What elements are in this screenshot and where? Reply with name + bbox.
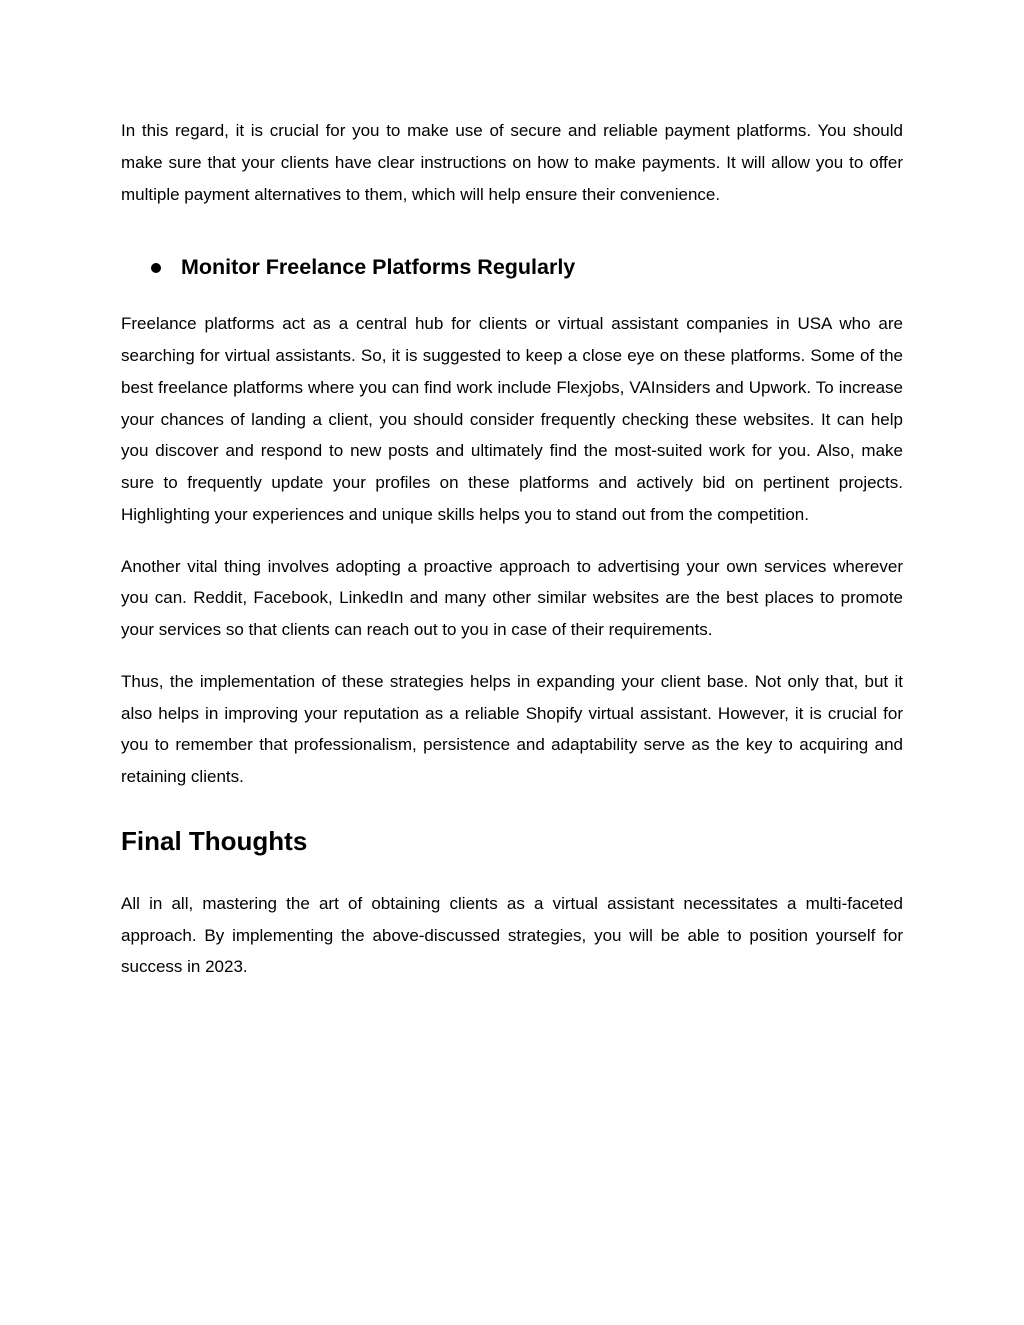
- bullet-heading-text: Monitor Freelance Platforms Regularly: [181, 255, 576, 280]
- conclusion-paragraph: All in all, mastering the art of obtaining clients as a virtual assistant necessitates a multi-faceted approach. By implementing the above-discussed strategies, you will be able to position yourself for success in 2023.: [121, 893, 903, 977]
- strategies-paragraph: Thus, the implementation of these strategies helps in expanding your client base. Not only that, but it also helps in improving your reputation as a reliable Shopify virtual assistant. However, it is crucial for you to remember that professionalism, persistence and adaptability serve as the key to acquiring and retaining clients.: [121, 671, 903, 786]
- bullet-dot-icon: [151, 263, 161, 273]
- bullet-heading: [151, 253, 903, 281]
- intro-paragraph: In this regard, it is crucial for you to make use of secure and reliable payment platforms. You should make sure that your clients have clear instructions on how to make payments. It will allow you to offer multiple payment alternatives to them, which will help ensure their convenience.: [121, 121, 903, 204]
- freelance-platforms-paragraph: Freelance platforms act as a central hub for clients or virtual assistant companies in USA who are searching for virtual assistants. So, it is suggested to keep a close eye on these platforms. Some of the best freelance platforms where you can find work include Flexjobs, VAInsiders and Upwork. To increase your chances of landing a client, you should consider frequently checking these websites. It can help you discover and respond to new posts and ultimately find the most-suited work for you. Also, make sure to frequently update your profiles on these platforms and actively bid on pertinent projects. Highlighting your experiences and unique skills helps you to stand out from the competition.: [121, 314, 903, 524]
- advertising-paragraph: Another vital thing involves adopting a proactive approach to advertising your own services wherever you can. Reddit, Facebook, LinkedIn and many other similar websites are the best places to promote your services so that clients can reach out to you in case of their requirements.: [121, 556, 903, 639]
- document-body: [121, 115, 903, 983]
- section-heading: Final Thoughts: [121, 825, 308, 856]
